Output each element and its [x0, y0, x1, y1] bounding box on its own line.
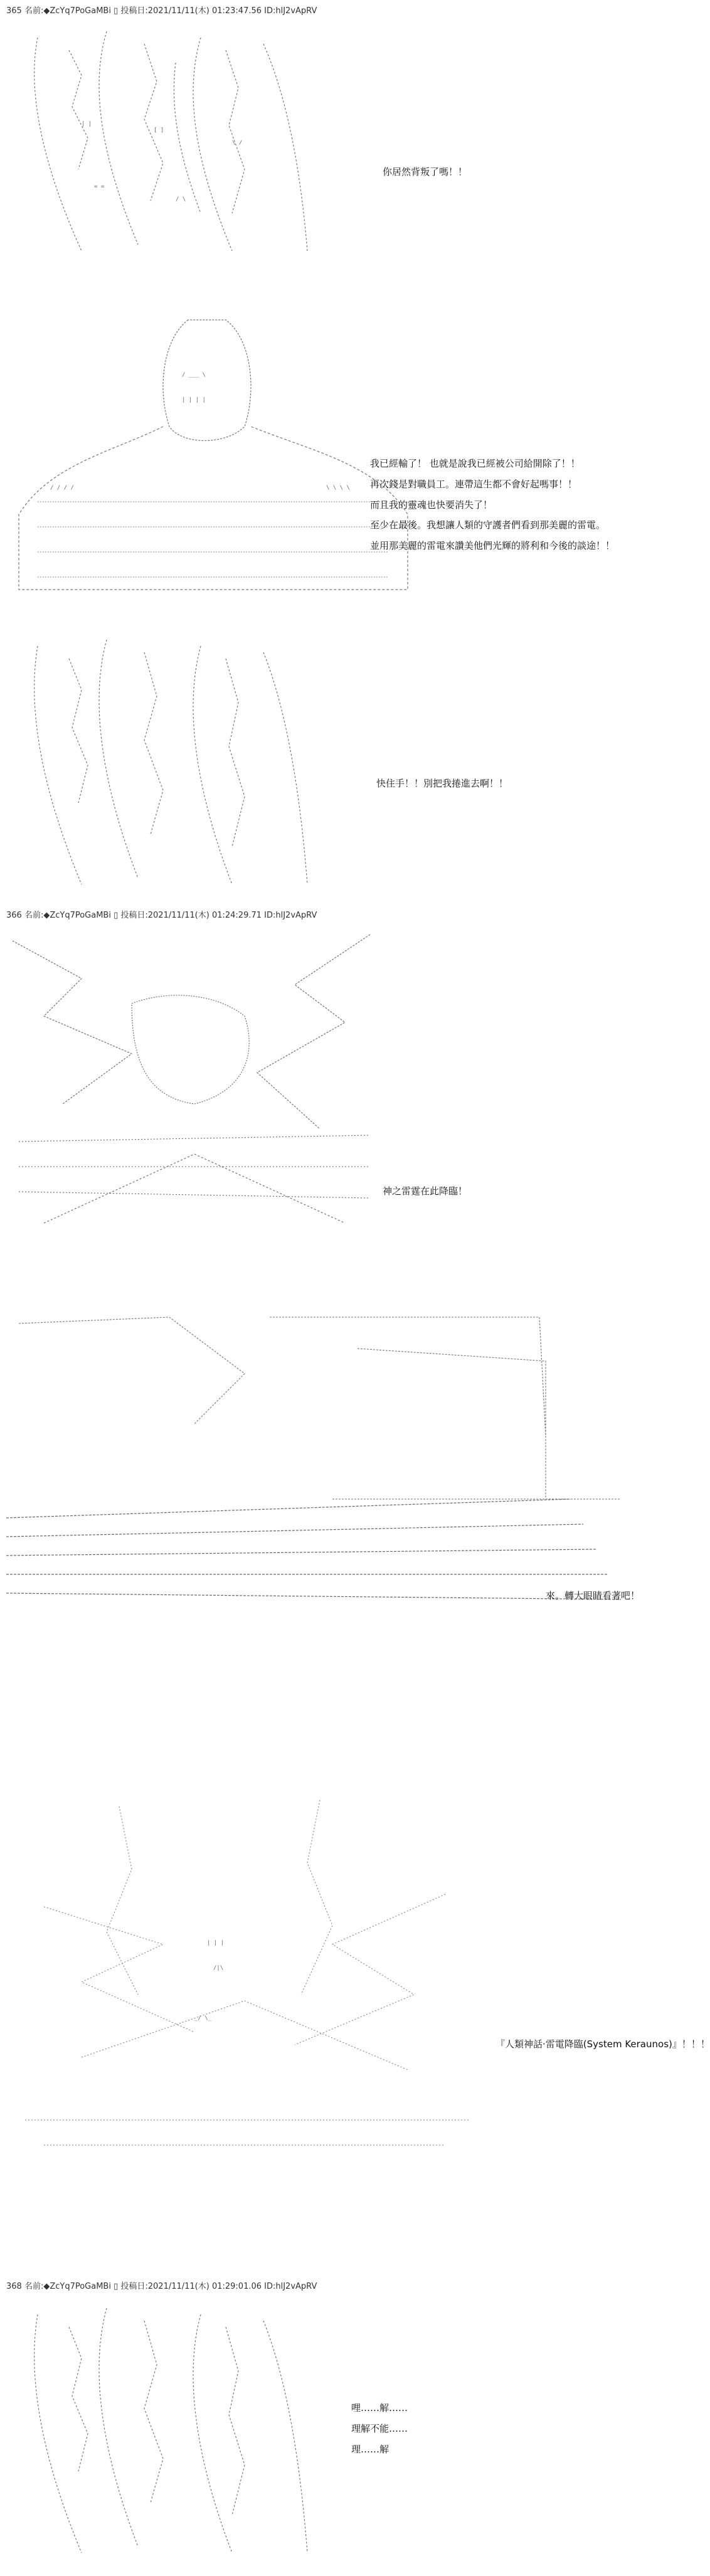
ascii-art-beam-scene: [6, 1311, 659, 1612]
ascii-art-hooded-figure: [13, 301, 414, 602]
ascii-art-figure: [13, 2302, 339, 2565]
dialogue-line: 再次錢是對職員工。連帶這生都不會好起嗎事！！: [370, 478, 578, 490]
dialogue-line: 並用那美麗的雷電來讚美他們光輝的將利和今後的談途！！: [370, 540, 615, 551]
dialogue-line: 哩……解……: [351, 2402, 408, 2414]
dialogue-block: [370, 458, 615, 561]
dialogue-line: 我已經輸了！ 也就是說我已經被公司給開除了！！: [370, 458, 580, 469]
dialogue-block: [351, 2402, 408, 2464]
dialogue-text: 來。轉大眼睛看著吧！: [546, 1590, 640, 1601]
svg-text:\ /: \ /: [232, 140, 243, 146]
svg-text:| |: | |: [82, 121, 92, 127]
ascii-art-lightning-scene: [6, 928, 383, 1236]
dialogue-text: 神之雷霆在此降臨！: [383, 1185, 468, 1197]
ascii-art-figure: [13, 633, 339, 897]
svg-text:= =: = =: [94, 184, 105, 190]
svg-text:_/ \_: _/ \_: [194, 2015, 212, 2022]
dialogue-line: 而且我的靈魂也快要消失了！: [370, 499, 493, 511]
svg-text:| | | |: | | | |: [182, 397, 206, 403]
post-header: 366 名前:◆ZcYq7PoGaMBi ▯ 投稿日:2021/11/11(木) 01:24:29.71 ID:hlJ2vApRV: [6, 911, 317, 920]
dialogue-text: 『人類神話·雷電降臨(System Keraunos)』！！！: [495, 2038, 710, 2050]
dialogue-text: 快住手！！別把我捲進去啊！！: [376, 778, 509, 789]
post-header: 368 名前:◆ZcYq7PoGaMBi ▯ 投稿日:2021/11/11(木) 01:29:01.06 ID:hlJ2vApRV: [6, 2282, 317, 2291]
dialogue-text: 你居然背叛了嗎！！: [383, 166, 468, 178]
ascii-art-lightning-entity: [6, 1794, 483, 2164]
dialogue-line: 理解不能……: [351, 2422, 408, 2434]
svg-text:\ \ \ \: \ \ \ \: [326, 485, 350, 491]
svg-text:[ ]: [ ]: [154, 127, 164, 134]
svg-text:| | |: | | |: [207, 1940, 225, 1946]
post-header: 365 名前:◆ZcYq7PoGaMBi ▯ 投稿日:2021/11/11(木) 01:23:47.56 ID:hlJ2vApRV: [6, 6, 317, 16]
svg-text:/|\: /|\: [213, 1965, 224, 1971]
ascii-art-figure: [13, 25, 339, 263]
dialogue-line: 理……解: [351, 2443, 389, 2455]
dialogue-line: 至少在最後。我想讓人類的守護者們看到那美麗的雷電。: [370, 519, 606, 531]
svg-text:/ ___ \: / ___ \: [182, 372, 206, 378]
svg-text:/ / / /: / / / /: [50, 485, 74, 491]
svg-text:/ \: / \: [176, 196, 186, 203]
